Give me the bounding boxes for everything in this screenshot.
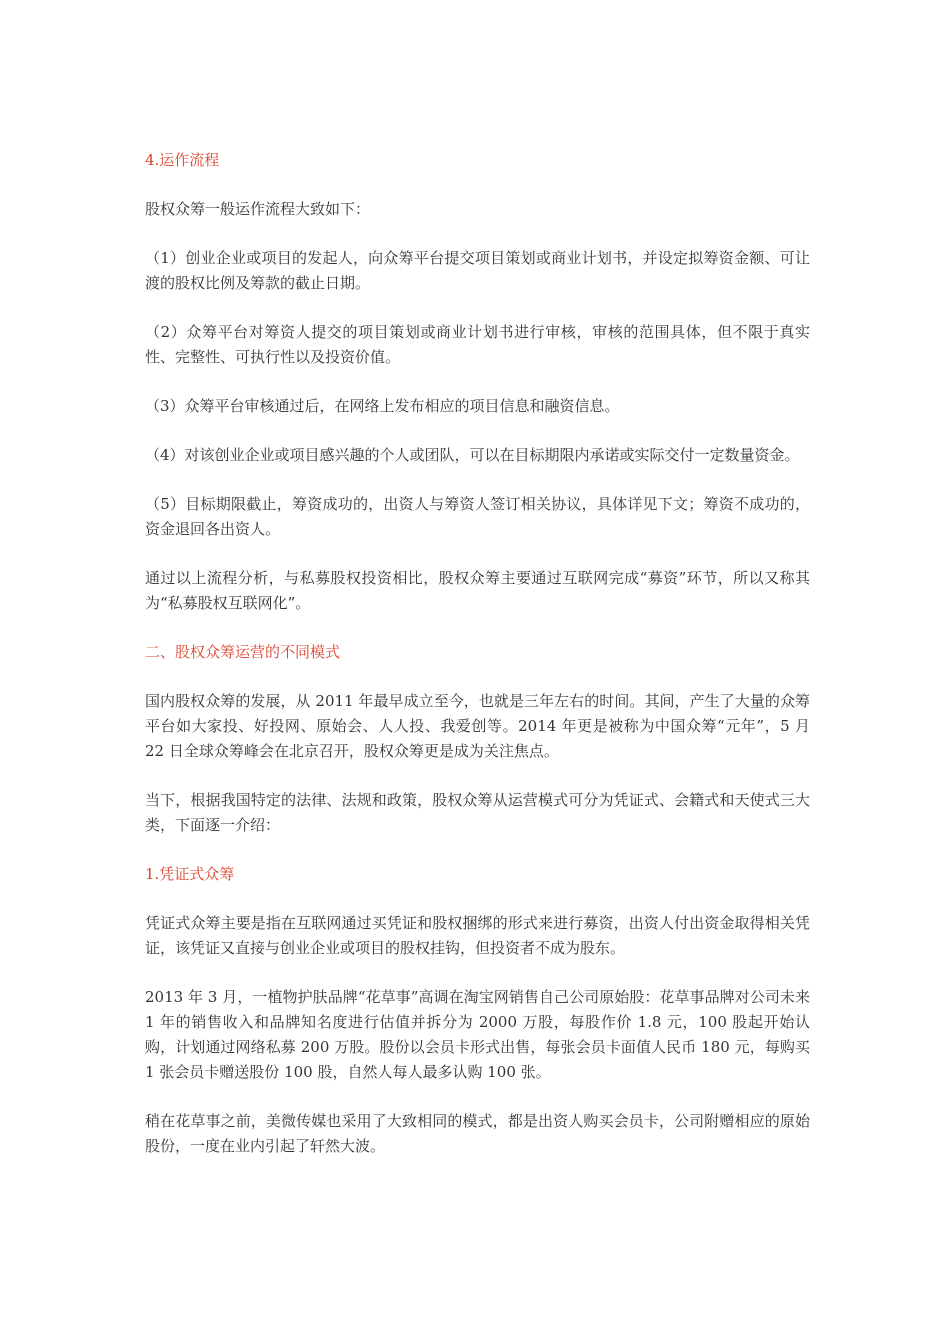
paragraph-huacaoshi-case: 2013 年 3 月，一植物护肤品牌“花草事”高调在淘宝网销售自己公司原始股：花草事品牌对公司未来 1 年的销售收入和品牌知名度进行估值并拆分为 2000 万股，每股作价 1.8 元，100 股起开始认购，计划通过网络私募 200 万股。股份以会员卡形式出售，每张会员卡面值人民币 180 元，每购买 1 张会员卡赠送股份 100 股，自然人每人最多认购 100 张。: [145, 988, 810, 1081]
paragraph-process-intro: 股权众筹一般运作流程大致如下：: [145, 200, 371, 218]
section-heading-operating-models: 二、股权众筹运营的不同模式: [145, 643, 341, 661]
paragraph-voucher-definition: 凭证式众筹主要是指在互联网通过买凭证和股权捆绑的形式来进行募资，出资人付出资金取得相关凭证，该凭证又直接与创业企业或项目的股权挂钩，但投资者不成为股东。: [145, 914, 810, 957]
paragraph-process-summary: 通过以上流程分析，与私募股权投资相比，股权众筹主要通过互联网完成“募资”环节，所以又称其为“私募股权互联网化”。: [145, 569, 810, 612]
paragraph-meiwei-media-case: 稍在花草事之前，美微传媒也采用了大致相同的模式，都是出资人购买会员卡，公司附赠相应的原始股份，一度在业内引起了轩然大波。: [145, 1112, 810, 1155]
paragraph-step-2: （2）众筹平台对筹资人提交的项目策划或商业计划书进行审核，审核的范围具体，但不限于真实性、完整性、可执行性以及投资价值。: [145, 323, 810, 366]
paragraph-step-3: （3）众筹平台审核通过后，在网络上发布相应的项目信息和融资信息。: [145, 397, 620, 415]
paragraph-domestic-development: 国内股权众筹的发展，从 2011 年最早成立至今，也就是三年左右的时间。其间，产生了大量的众筹平台如大家投、好投网、原始会、人人投、我爱创等。2014 年更是被称为中国众筹“元年”，5 月 22 日全球众筹峰会在北京召开，股权众筹更是成为关注焦点。: [145, 692, 810, 760]
paragraph-step-1: （1）创业企业或项目的发起人，向众筹平台提交项目策划或商业计划书，并设定拟筹资金额、可让渡的股权比例及筹款的截止日期。: [145, 249, 810, 292]
paragraph-model-categories: 当下，根据我国特定的法律、法规和政策，股权众筹从运营模式可分为凭证式、会籍式和天使式三大类，下面逐一介绍：: [145, 791, 810, 834]
subsection-heading-voucher-crowdfunding: 1.凭证式众筹: [145, 865, 235, 883]
paragraph-step-4: （4）对该创业企业或项目感兴趣的个人或团队，可以在目标期限内承诺或实际交付一定数量资金。: [145, 446, 800, 464]
section-heading-operation-process: 4.运作流程: [145, 151, 220, 169]
paragraph-step-5: （5）目标期限截止，筹资成功的，出资人与筹资人签订相关协议，具体详见下文；筹资不成功的，资金退回各出资人。: [145, 495, 810, 538]
document-body: [145, 148, 810, 1183]
